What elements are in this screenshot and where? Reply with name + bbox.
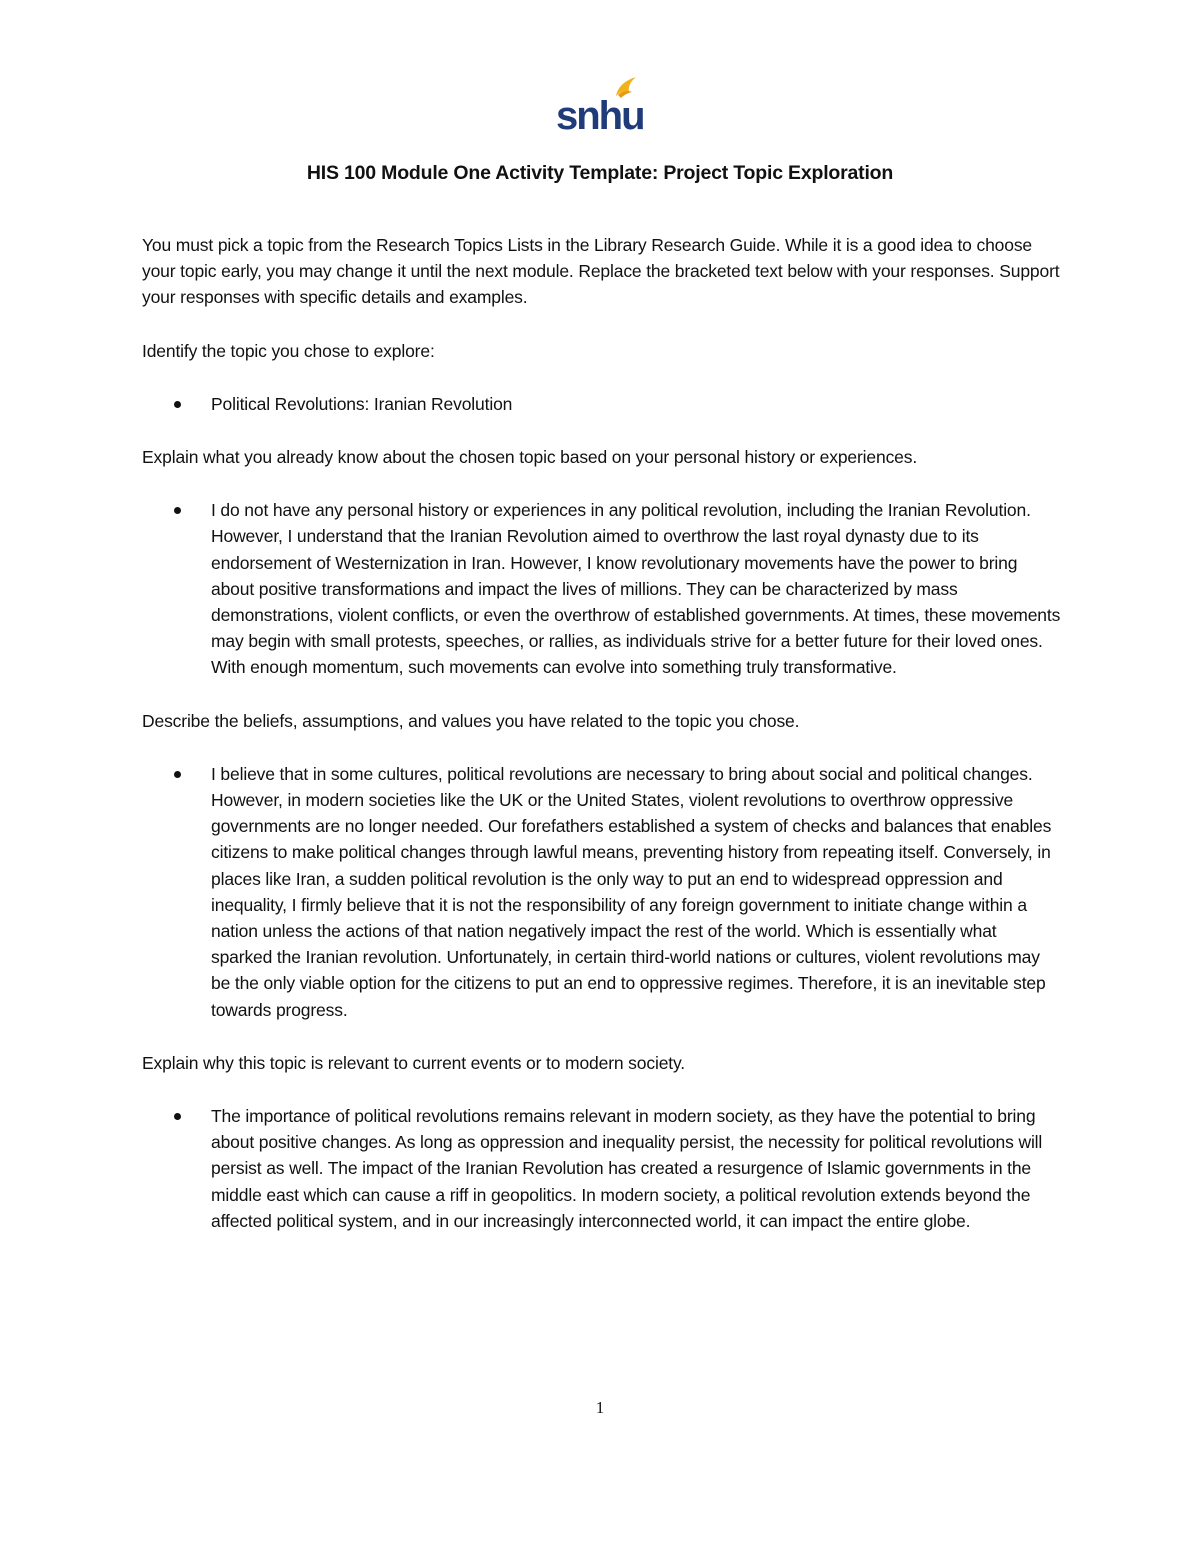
bullet-icon: [174, 771, 181, 778]
response-topic: Political Revolutions: Iranian Revolution: [211, 393, 513, 414]
intro-paragraph: You must pick a topic from the Research Topics Lists in the Library Research Guide. While it is a good idea to choose your topic early, you may change it until the next module. Replace the bracketed text below with your responses. Support your responses with specific details and examples.: [142, 235, 1060, 308]
bullet-icon: [174, 507, 181, 514]
prompt-prior-knowledge: Explain what you already know about the chosen topic based on your personal history or experiences.: [142, 447, 918, 468]
response-relevance: The importance of political revolutions remains relevant in modern society, as they have the potential to bring about positive changes. As long as oppression and inequality persist, the necessity for political revolutions will persist as well. The impact of the Iranian Revolution has created a resurgence of Islamic governments in the middle east which can cause a riff in geopolitics. In modern society, a political revolution extends beyond the affected political system, and in our increasingly interconnected world, it can impact the entire globe.: [211, 1106, 1043, 1231]
bullet-icon: [174, 1113, 181, 1120]
list-item: [142, 391, 1062, 417]
response-list-relevance: [142, 1103, 1062, 1234]
response-beliefs: I believe that in some cultures, political revolutions are necessary to bring about social and political changes. However, in modern societies like the UK or the United States, violent revolutions to overthrow oppressive governments are no longer needed. Our forefathers established a system of checks and balances that enables citizens to make political changes through lawful means, preventing history from repeating itself. Conversely, in places like Iran, a sudden political revolution is the only way to put an end to widespread oppression and inequality, I firmly believe that it is not the responsibility of any foreign government to initiate change within a nation unless the actions of that nation negatively impact the rest of the world. Which is essentially what sparked the Iranian revolution. Unfortunately, in certain third-world nations or cultures, violent revolutions may be the only viable option for the citizens to put an end to oppressive regimes. Therefore, it is an inevitable step towards progress.: [211, 763, 1052, 1020]
snhu-logo: [554, 74, 644, 134]
response-prior-knowledge: I do not have any personal history or experiences in any political revolution, including the Iranian Revolution. However, I understand that the Iranian Revolution aimed to overthrow the last royal dynasty due to its endorsement of Westernization in Iran. However, I know revolutionary movements have the power to bring about positive transformations and impact the lives of millions. They can be characterized by mass demonstrations, violent conflicts, or even the overthrow of established governments. At times, these movements may begin with small protests, speeches, or rallies, as individuals strive for a better future for their loved ones. With enough momentum, such movements can evolve into something truly transformative.: [211, 500, 1061, 678]
bullet-icon: [174, 401, 181, 408]
document-title: HIS 100 Module One Activity Template: Project Topic Exploration: [306, 162, 894, 184]
list-item: [142, 1103, 1062, 1234]
list-item: [142, 497, 1062, 680]
response-list-beliefs: [142, 761, 1062, 1023]
logo-wordmark: snhu: [556, 94, 644, 134]
prompt-relevance: Explain why this topic is relevant to current events or to modern society.: [142, 1052, 685, 1073]
list-item: [142, 761, 1062, 1023]
prompt-beliefs: Describe the beliefs, assumptions, and values you have related to the topic you chose.: [142, 710, 800, 731]
prompt-topic: Identify the topic you chose to explore:: [142, 340, 435, 361]
response-list-prior-knowledge: [142, 497, 1062, 680]
response-list-topic: [142, 391, 1062, 417]
page-number: 1: [595, 1398, 605, 1417]
document-body: [142, 232, 1062, 1234]
